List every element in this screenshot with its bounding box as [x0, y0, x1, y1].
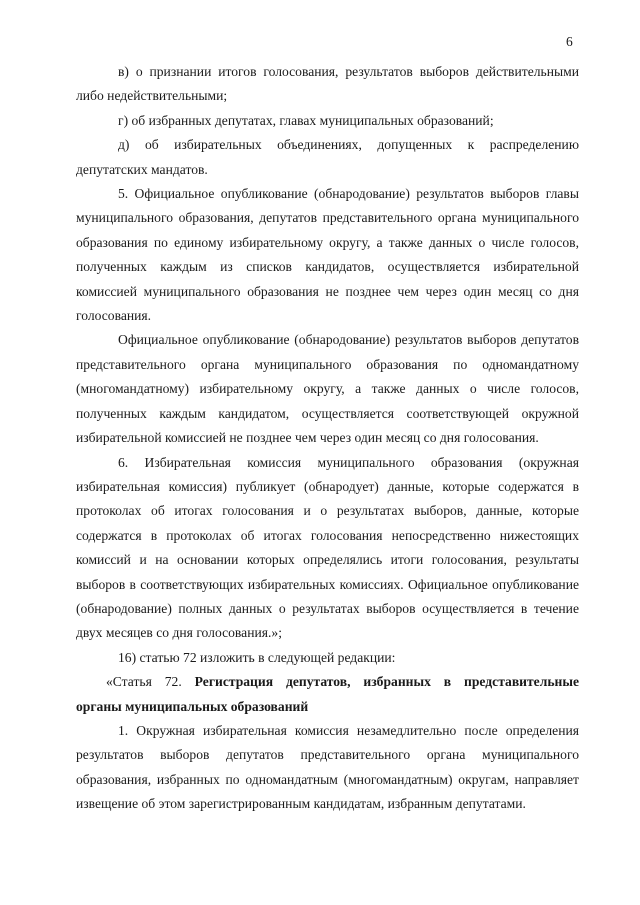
article-prefix: «Статья 72.	[106, 674, 195, 690]
paragraph-item-16: 16) статью 72 изложить в следующей редакции:	[118, 649, 396, 665]
paragraph-section-5: 5. Официальное опубликование (обнародование) результатов выборов главы муниципального образования, депутатов представительного органа муниципального образования по единому избирательному округу, а также данных о числе голосов, полученных каждым из списков кандидатов, осуществляется избирательной комиссией муниципального образования не позднее чем через один месяц со дня голосования.	[76, 186, 579, 324]
paragraph-item-g: г) об избранных депутатах, главах муниципальных образований;	[118, 112, 494, 128]
article-title-line2: органы муниципальных образований	[76, 698, 309, 714]
article-title-line1: Регистрация депутатов, избранных в представительные	[194, 674, 580, 690]
paragraph-item-d: д) об избирательных объединениях, допущенных к распределению депутатских мандатов.	[76, 137, 579, 177]
paragraph-official-publication: Официальное опубликование (обнародование) результатов выборов депутатов представительного органа муниципального образования по одномандатному (многомандатному) избирательному округу, а также данных о числе голосов, полученных каждым кандидатом, осуществляется соответствующей окружной избирательной комиссией не позднее чем через один месяц со дня голосования.	[76, 332, 579, 446]
page-number: 6	[566, 34, 573, 49]
article-heading	[76, 670, 579, 694]
paragraph-article-72-item-1: 1. Окружная избирательная комиссия незамедлительно после определения результатов выборов депутатов представительного органа муниципального образования, избранных по одномандатным (многомандатным) округам, направляет извещение об этом зарегистрированным кандидатам, избранным депутатами.	[76, 722, 579, 812]
paragraph-section-6: 6. Избирательная комиссия муниципального образования (окружная избирательная комиссия) публикует (обнародует) данные, которые содержатся в протоколах об итогах голосования и о результатах выборов, данные, которые содержатся в протоколах об итогах голосования непосредственно нижестоящих комиссий и на основании которых определялись итоги голосования, результаты выборов в соответствующих избирательных комиссиях. Официальное опубликование (обнародование) полных данных о результатах выборов осуществляется в течение двух месяцев со дня голосования.»;	[76, 454, 579, 641]
paragraph-item-v: в) о признании итогов голосования, результатов выборов действительными либо недействительными;	[76, 64, 579, 104]
document-body	[76, 60, 579, 817]
